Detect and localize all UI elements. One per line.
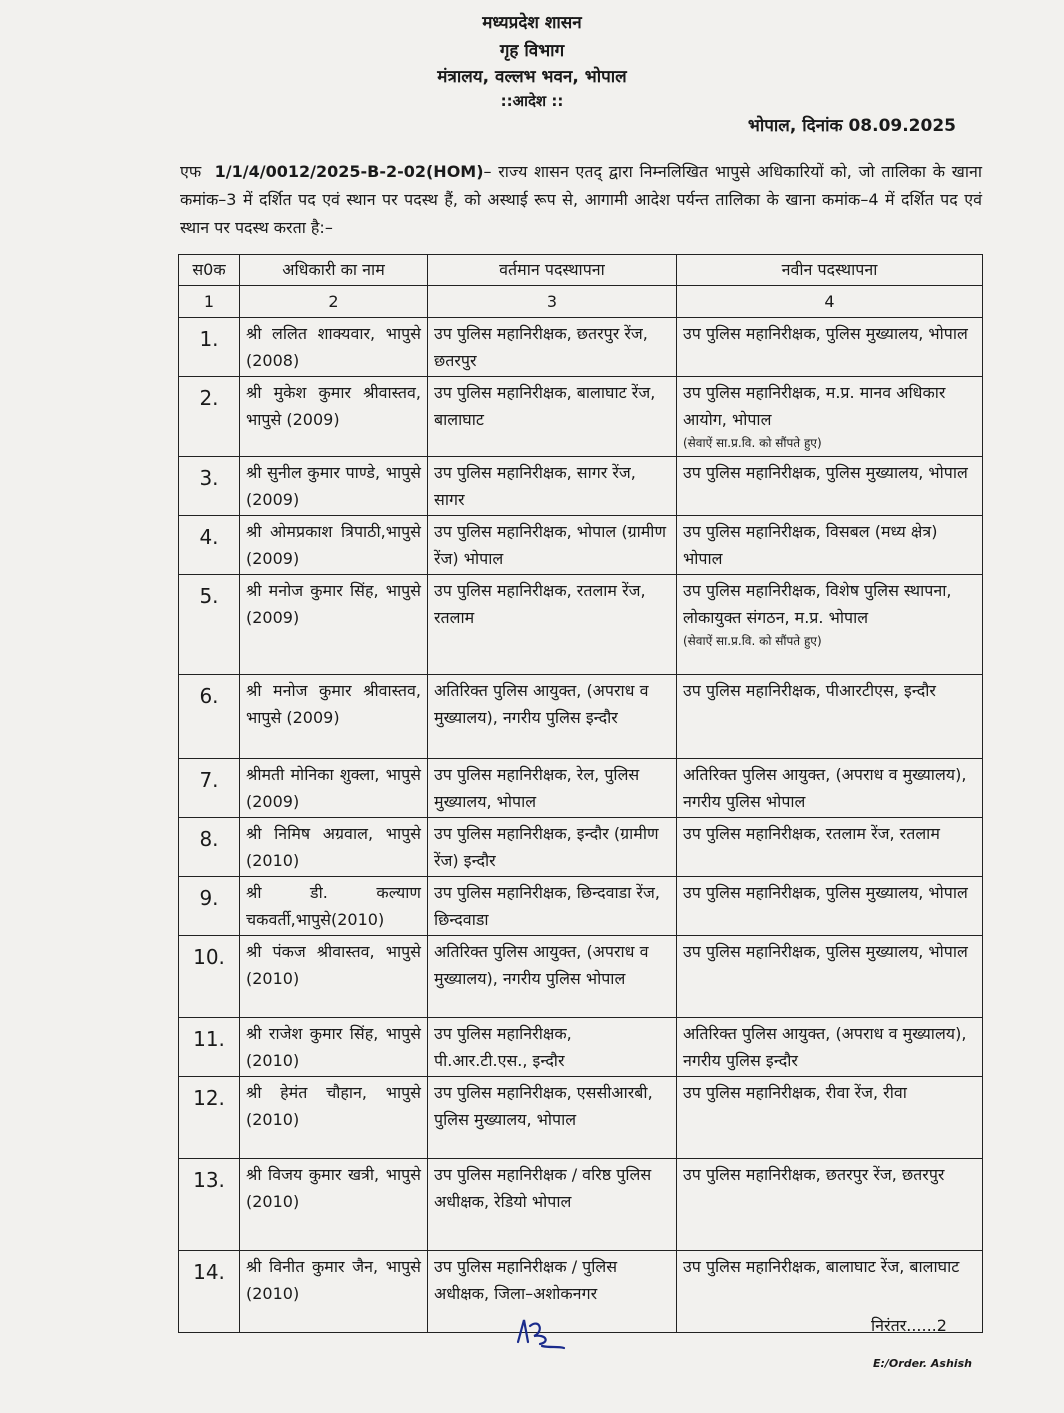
row-serial-text: 4. bbox=[199, 525, 219, 549]
table-body bbox=[179, 318, 983, 1333]
header-line-2: गृह विभाग bbox=[499, 41, 565, 61]
row-serial bbox=[179, 318, 240, 377]
row-officer-name-text: श्री हेमंत चौहान, भापुसे (2010) bbox=[246, 1083, 421, 1129]
row-current-posting-text: उप पुलिस महानिरीक्षक, बालाघाट रेंज, बालाघाट bbox=[434, 383, 656, 429]
row-new-posting bbox=[677, 1159, 983, 1251]
row-current-posting-text: उप पुलिस महानिरीक्षक, एससीआरबी, पुलिस मुख्यालय, भोपाल bbox=[434, 1083, 653, 1129]
row-current-posting-text: उप पुलिस महानिरीक्षक, सागर रेंज, सागर bbox=[434, 463, 636, 509]
row-new-posting-text: उप पुलिस महानिरीक्षक, पुलिस मुख्यालय, भोपाल bbox=[683, 463, 968, 482]
row-current-posting bbox=[428, 575, 677, 675]
row-officer-name bbox=[240, 1018, 428, 1077]
table-row bbox=[179, 1159, 983, 1251]
row-new-posting bbox=[677, 516, 983, 575]
row-current-posting-text: उप पुलिस महानिरीक्षक / पुलिस अधीक्षक, जिला–अशोकनगर bbox=[434, 1257, 618, 1303]
row-new-posting-text: अतिरिक्त पुलिस आयुक्त, (अपराध व मुख्यालय), नगरीय पुलिस भोपाल bbox=[683, 765, 967, 811]
col-num-3: 3 bbox=[428, 286, 677, 318]
row-new-posting-text: उप पुलिस महानिरीक्षक, पुलिस मुख्यालय, भोपाल bbox=[683, 883, 968, 902]
row-serial bbox=[179, 377, 240, 457]
row-current-posting-text: उप पुलिस महानिरीक्षक, रतलाम रेंज, रतलाम bbox=[434, 581, 646, 627]
row-current-posting bbox=[428, 1018, 677, 1077]
row-serial bbox=[179, 759, 240, 818]
row-new-posting bbox=[677, 759, 983, 818]
table-row bbox=[179, 575, 983, 675]
row-current-posting bbox=[428, 516, 677, 575]
row-current-posting bbox=[428, 936, 677, 1018]
row-officer-name-text: श्री मुकेश कुमार श्रीवास्तव, भापुसे (2009) bbox=[246, 383, 421, 429]
row-serial-text: 7. bbox=[199, 768, 219, 792]
table-row bbox=[179, 675, 983, 759]
row-officer-name bbox=[240, 377, 428, 457]
row-new-posting bbox=[677, 877, 983, 936]
row-officer-name bbox=[240, 1077, 428, 1159]
row-officer-name-text: श्री ओमप्रकाश त्रिपाठी,भापुसे (2009) bbox=[246, 522, 421, 568]
table-row bbox=[179, 516, 983, 575]
table-row bbox=[179, 818, 983, 877]
row-officer-name-text: श्रीमती मोनिका शुक्ला, भापुसे (2009) bbox=[246, 765, 421, 811]
posting-table bbox=[178, 254, 983, 1333]
row-current-posting-text: उप पुलिस महानिरीक्षक, रेल, पुलिस मुख्यालय, भोपाल bbox=[434, 765, 640, 811]
table-row bbox=[179, 936, 983, 1018]
row-new-posting bbox=[677, 318, 983, 377]
row-officer-name bbox=[240, 759, 428, 818]
row-current-posting-text: उप पुलिस महानिरीक्षक, छिन्दवाडा रेंज, छिन्दवाडा bbox=[434, 883, 660, 929]
row-new-posting-text: उप पुलिस महानिरीक्षक, रीवा रेंज, रीवा bbox=[683, 1083, 907, 1102]
row-serial bbox=[179, 1251, 240, 1333]
row-new-posting bbox=[677, 1018, 983, 1077]
row-current-posting bbox=[428, 818, 677, 877]
header-new: नवीन पदस्थापना bbox=[677, 255, 983, 286]
row-officer-name bbox=[240, 675, 428, 759]
table-row bbox=[179, 1077, 983, 1159]
row-serial-text: 14. bbox=[193, 1260, 225, 1284]
row-officer-name bbox=[240, 1159, 428, 1251]
table-row bbox=[179, 377, 983, 457]
row-officer-name-text: श्री डी. कल्याण चकवर्ती,भापुसे(2010) bbox=[246, 883, 421, 929]
row-new-posting bbox=[677, 818, 983, 877]
row-serial-text: 13. bbox=[193, 1168, 225, 1192]
table-row bbox=[179, 457, 983, 516]
row-current-posting-text: उप पुलिस महानिरीक्षक, छतरपुर रेंज, छतरपुर bbox=[434, 324, 648, 370]
row-officer-name-text: श्री विनीत कुमार जैन, भापुसे (2010) bbox=[246, 1257, 421, 1303]
row-officer-name-text: श्री विजय कुमार खत्री, भापुसे (2010) bbox=[246, 1165, 421, 1211]
order-ref: 1/1/4/0012/2025-B-2-02(HOM) bbox=[214, 162, 484, 181]
row-new-posting-text: उप पुलिस महानिरीक्षक, विसबल (मध्य क्षेत्र) भोपाल bbox=[683, 522, 938, 568]
order-text: – राज्य शासन एतद् द्वारा निम्नलिखित भापुसे अधिकारियों को, जो तालिका के खाना कमांक–3 में दर्शित पद एवं स्थान पर पदस्थ हैं, को अस्थाई रूप से, आगामी आदेश पर्यन्त तालिका के खाना कमांक–4 में दर्शित पद एवं स्थान पर पदस्थ करता है:– bbox=[180, 162, 983, 237]
row-serial-text: 10. bbox=[193, 945, 225, 969]
row-current-posting bbox=[428, 675, 677, 759]
row-officer-name bbox=[240, 575, 428, 675]
row-new-posting-text: उप पुलिस महानिरीक्षक, पुलिस मुख्यालय, भोपाल bbox=[683, 942, 968, 961]
row-new-posting bbox=[677, 675, 983, 759]
row-current-posting-text: उप पुलिस महानिरीक्षक, इन्दौर (ग्रामीण रेंज) इन्दौर bbox=[434, 824, 659, 870]
row-officer-name bbox=[240, 818, 428, 877]
row-new-posting-text: उप पुलिस महानिरीक्षक, पीआरटीएस, इन्दौर bbox=[683, 681, 936, 700]
row-current-posting bbox=[428, 318, 677, 377]
col-num-2: 2 bbox=[240, 286, 428, 318]
table-row bbox=[179, 1251, 983, 1333]
row-serial-text: 2. bbox=[199, 386, 219, 410]
table-row bbox=[179, 1018, 983, 1077]
row-new-posting-text: अतिरिक्त पुलिस आयुक्त, (अपराध व मुख्यालय), नगरीय पुलिस इन्दौर bbox=[683, 1024, 967, 1070]
row-new-posting-text: उप पुलिस महानिरीक्षक, म.प्र. मानव अधिकार आयोग, भोपाल bbox=[683, 383, 946, 429]
row-officer-name bbox=[240, 318, 428, 377]
row-officer-name-text: श्री मनोज कुमार सिंह, भापुसे (2009) bbox=[246, 581, 421, 627]
table-row bbox=[179, 877, 983, 936]
row-serial-text: 3. bbox=[199, 466, 219, 490]
row-officer-name-text: श्री निमिष अग्रवाल, भापुसे (2010) bbox=[246, 824, 421, 870]
date-line: भोपाल, दिनांक 08.09.2025 bbox=[747, 116, 956, 136]
row-officer-name bbox=[240, 1251, 428, 1333]
row-officer-name-text: श्री सुनील कुमार पाण्डे, भापुसे (2009) bbox=[246, 463, 421, 509]
row-current-posting-text: अतिरिक्त पुलिस आयुक्त, (अपराध व मुख्यालय), नगरीय पुलिस भोपाल bbox=[434, 942, 649, 988]
row-current-posting bbox=[428, 759, 677, 818]
row-current-posting-text: अतिरिक्त पुलिस आयुक्त, (अपराध व मुख्यालय), नगरीय पुलिस इन्दौर bbox=[434, 681, 649, 727]
row-current-posting-text: उप पुलिस महानिरीक्षक, पी.आर.टी.एस., इन्दौर bbox=[434, 1024, 572, 1070]
row-serial bbox=[179, 575, 240, 675]
row-officer-name bbox=[240, 516, 428, 575]
row-officer-name-text: श्री मनोज कुमार श्रीवास्तव, भापुसे (2009) bbox=[246, 681, 421, 727]
row-current-posting bbox=[428, 377, 677, 457]
row-current-posting bbox=[428, 1159, 677, 1251]
row-note: (सेवाऐं सा.प्र.वि. को सौंपते हुए) bbox=[683, 436, 822, 450]
col-num-1: 1 bbox=[179, 286, 240, 318]
header-name: अधिकारी का नाम bbox=[240, 255, 428, 286]
row-serial bbox=[179, 457, 240, 516]
row-new-posting bbox=[677, 575, 983, 675]
row-serial bbox=[179, 818, 240, 877]
row-new-posting-text: उप पुलिस महानिरीक्षक, पुलिस मुख्यालय, भोपाल bbox=[683, 324, 968, 343]
header-current: वर्तमान पदस्थापना bbox=[428, 255, 677, 286]
row-current-posting bbox=[428, 877, 677, 936]
continued-note: निरंतर......2 bbox=[871, 1316, 947, 1335]
row-serial bbox=[179, 1159, 240, 1251]
header-line-1: मध्यप्रदेश शासन bbox=[482, 13, 582, 33]
file-reference: E:/Order. Ashish bbox=[873, 1357, 972, 1370]
row-new-posting-text: उप पुलिस महानिरीक्षक, विशेष पुलिस स्थापना, लोकायुक्त संगठन, म.प्र. भोपाल bbox=[683, 581, 952, 627]
row-serial-text: 1. bbox=[199, 327, 219, 351]
row-officer-name-text: श्री ललित शाक्यवार, भापुसे (2008) bbox=[246, 324, 421, 370]
row-note: (सेवाऐं सा.प्र.वि. को सौंपते हुए) bbox=[683, 634, 822, 648]
row-officer-name bbox=[240, 457, 428, 516]
row-new-posting-text: उप पुलिस महानिरीक्षक, बालाघाट रेंज, बालाघाट bbox=[683, 1257, 960, 1276]
row-serial bbox=[179, 1077, 240, 1159]
row-current-posting-text: उप पुलिस महानिरीक्षक / वरिष्ठ पुलिस अधीक्षक, रेडियो भोपाल bbox=[434, 1165, 652, 1211]
row-serial-text: 5. bbox=[199, 584, 219, 608]
column-number-row bbox=[179, 286, 983, 318]
row-current-posting bbox=[428, 1077, 677, 1159]
header-sno: स0क bbox=[179, 255, 240, 286]
row-serial-text: 9. bbox=[199, 886, 219, 910]
row-new-posting bbox=[677, 457, 983, 516]
row-serial bbox=[179, 877, 240, 936]
order-paragraph bbox=[180, 158, 982, 242]
row-officer-name bbox=[240, 877, 428, 936]
row-serial bbox=[179, 1018, 240, 1077]
row-serial-text: 8. bbox=[199, 827, 219, 851]
header-line-3: मंत्रालय, वल्लभ भवन, भोपाल bbox=[437, 67, 627, 87]
row-new-posting bbox=[677, 936, 983, 1018]
row-officer-name-text: श्री राजेश कुमार सिंह, भापुसे (2010) bbox=[246, 1024, 421, 1070]
row-serial-text: 6. bbox=[199, 684, 219, 708]
signature-mark bbox=[510, 1312, 570, 1352]
table-row bbox=[179, 759, 983, 818]
row-new-posting bbox=[677, 1077, 983, 1159]
row-officer-name-text: श्री पंकज श्रीवास्तव, भापुसे (2010) bbox=[246, 942, 421, 988]
row-serial-text: 12. bbox=[193, 1086, 225, 1110]
order-ref-prefix: एफ bbox=[180, 162, 202, 181]
table-row bbox=[179, 318, 983, 377]
row-serial bbox=[179, 936, 240, 1018]
table-header-row bbox=[179, 255, 983, 286]
row-current-posting bbox=[428, 457, 677, 516]
row-serial-text: 11. bbox=[193, 1027, 225, 1051]
row-serial bbox=[179, 516, 240, 575]
row-new-posting-text: उप पुलिस महानिरीक्षक, रतलाम रेंज, रतलाम bbox=[683, 824, 940, 843]
row-current-posting-text: उप पुलिस महानिरीक्षक, भोपाल (ग्रामीण रेंज) भोपाल bbox=[434, 522, 667, 568]
row-new-posting bbox=[677, 377, 983, 457]
col-num-4: 4 bbox=[677, 286, 983, 318]
row-officer-name bbox=[240, 936, 428, 1018]
row-new-posting-text: उप पुलिस महानिरीक्षक, छतरपुर रेंज, छतरपुर bbox=[683, 1165, 945, 1184]
row-serial bbox=[179, 675, 240, 759]
header-line-4: ::आदेश :: bbox=[500, 92, 564, 110]
